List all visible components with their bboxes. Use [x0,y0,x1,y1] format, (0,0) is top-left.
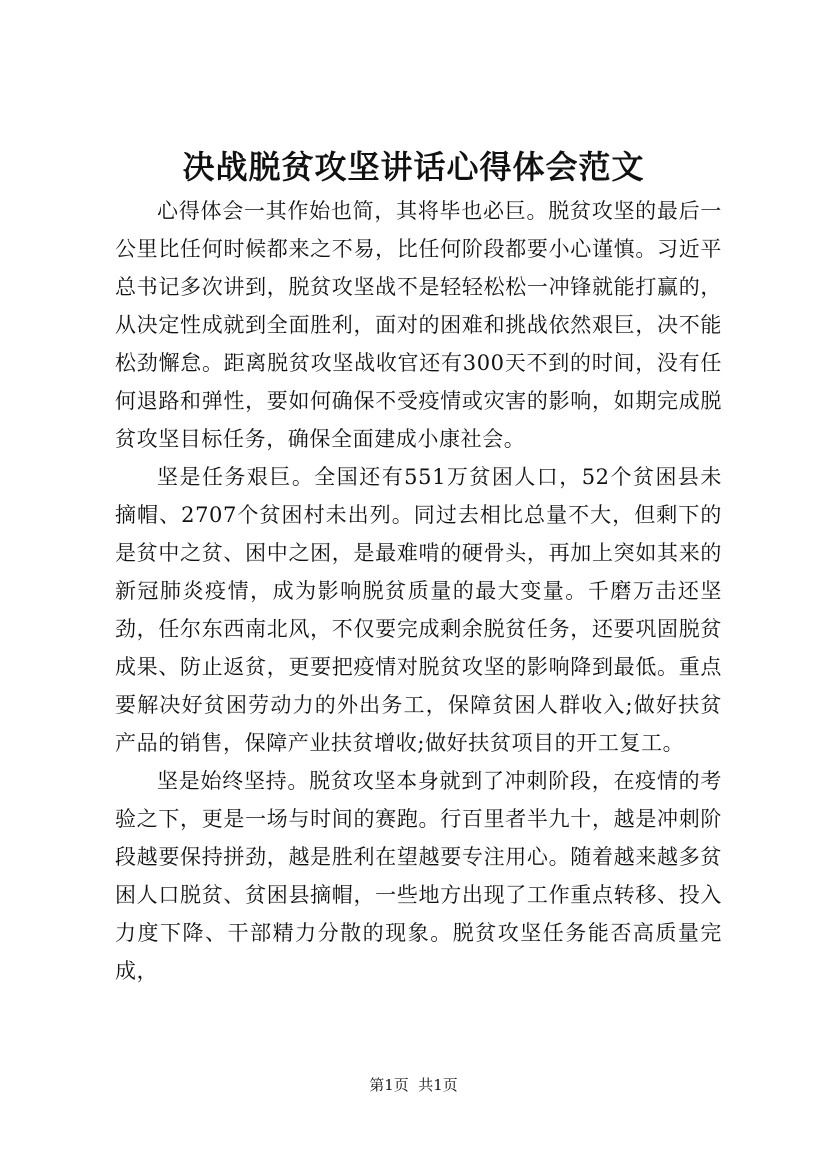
document-body [115,192,722,990]
paragraph-1: 心得体会一其作始也简，其将毕也必巨。脱贫攻坚的最后一公里比任何时候都来之不易，比任何阶段都要小心谨慎。习近平总书记多次讲到，脱贫攻坚战不是轻轻松松一冲锋就能打赢的，从决定性成就到全面胜利，面对的困难和挑战依然艰巨，决不能松劲懈怠。距离脱贫攻坚战收官还有300天不到的时间，没有任何退路和弹性，要如何确保不受疫情或灾害的影响，如期完成脱贫攻坚目标任务，确保全面建成小康社会。 [115,199,722,451]
paragraph-2: 坚是任务艰巨。全国还有551万贫困人口，52个贫困县未摘帽、2707个贫困村未出列。同过去相比总量不大，但剩下的是贫中之贫、困中之困，是最难啃的硬骨头，再加上突如其来的新冠肺炎疫情，成为影响脱贫质量的最大变量。千磨万击还坚劲，任尔东西南北风，不仅要完成剩余脱贫任务，还要巩固脱贫成果、防止返贫，更要把疫情对脱贫攻坚的影响降到最低。重点要解决好贫困劳动力的外出务工，保障贫困人群收入;做好扶贫产品的销售，保障产业扶贫增收;做好扶贫项目的开工复工。 [115,465,722,755]
document-title: 决战脱贫攻坚讲话心得体会范文 [182,148,645,186]
paragraph-3: 坚是始终坚持。脱贫攻坚本身就到了冲刺阶段，在疫情的考验之下，更是一场与时间的赛跑。行百里者半九十，越是冲刺阶段越要保持拼劲，越是胜利在望越要专注用心。随着越来越多贫困人口脱贫、贫困县摘帽，一些地方出现了工作重点转移、投入力度下降、干部精力分散的现象。脱贫攻坚任务能否高质量完成， [115,769,722,983]
page-footer: 第1页 共1页 [369,1076,458,1094]
